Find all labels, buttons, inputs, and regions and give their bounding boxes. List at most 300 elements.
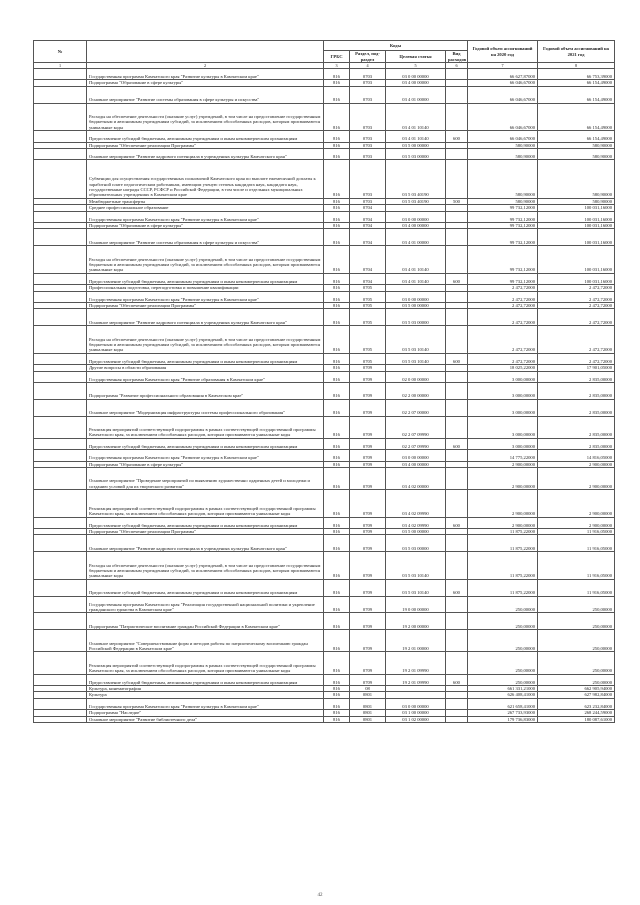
row-razdel-cell: 0705 [350,285,386,291]
row-number-cell [34,69,87,80]
header-codes: Коды [324,41,468,51]
row-razdel-cell: 0704 [350,205,386,211]
table-row [34,148,615,159]
row-target-article-cell: 03 0 00 00000 [386,698,446,709]
row-amount-2020-cell: 250,00000 [468,596,538,613]
row-amount-2020-cell: 250,00000 [468,613,538,630]
row-name-cell: Подпрограмма "Обеспечение реализации Программы" [87,302,324,308]
row-grbs-cell: 816 [324,353,350,364]
row-grbs-cell: 816 [324,461,350,467]
row-name-cell: Подпрограмма "Обеспечение реализации Программы" [87,529,324,535]
row-target-article-cell: 03 4 02 09990 [386,490,446,518]
row-number-cell [34,535,87,552]
row-grbs-cell: 816 [324,86,350,103]
row-name-cell: Основное мероприятие "Развитие системы образования в сфере культуры и искусства" [87,229,324,246]
row-amount-2021-cell: 66 753,39000 [538,69,615,80]
row-amount-2020-cell: 99 732,12000 [468,211,538,222]
table-row [34,596,615,613]
row-amount-2020-cell: 99 732,12000 [468,229,538,246]
row-target-article-cell: 03 4 02 00000 [386,467,446,489]
row-grbs-cell: 816 [324,382,350,399]
row-amount-2021-cell: 580,90000 [538,160,615,198]
row-razdel-cell: 0703 [350,103,386,131]
row-name-cell: Основное мероприятие "Развитие библиотечного дела" [87,716,324,722]
row-grbs-cell: 816 [324,148,350,159]
row-grbs-cell: 816 [324,326,350,354]
row-amount-2021-cell: 100 031,16000 [538,273,615,284]
row-target-article-cell: 03 4 01 00000 [386,229,446,246]
row-amount-2020-cell: 66 046,67000 [468,103,538,131]
table-row [34,416,615,438]
row-target-article-cell: 03 0 00 00000 [386,69,446,80]
row-amount-2021-cell: 268 244,59000 [538,710,615,716]
row-number-cell [34,291,87,302]
row-grbs-cell: 816 [324,529,350,535]
row-amount-2021-cell: 66 154,49000 [538,103,615,131]
row-number-cell [34,630,87,652]
row-amount-2020-cell: 580,90000 [468,160,538,198]
row-number-cell [34,716,87,722]
row-amount-2021-cell: 17 901,05000 [538,365,615,371]
row-number-cell [34,131,87,142]
row-target-article-cell: 03 4 01 10140 [386,273,446,284]
row-grbs-cell: 816 [324,710,350,716]
row-number-cell [34,371,87,382]
row-razdel-cell: 0801 [350,710,386,716]
row-expense-type-cell [446,211,468,222]
header-vol-2020: Годовой объем ассигнований на 2020 год [468,41,538,63]
row-expense-type-cell [446,613,468,630]
row-amount-2020-cell: 626 408,41000 [468,692,538,698]
row-expense-type-cell: 600 [446,353,468,364]
row-name-cell: Предоставление субсидий бюджетным, автономным учреждениям и иным некоммерческим организациям [87,579,324,596]
row-name-cell: Культура [87,692,324,698]
row-amount-2021-cell: 180 087,61000 [538,716,615,722]
row-expense-type-cell [446,652,468,674]
row-amount-2020-cell: 66 046,67000 [468,86,538,103]
row-target-article-cell: 03 4 01 10140 [386,131,446,142]
row-name-cell: Предоставление субсидий бюджетным, автономным учреждениям и иным некоммерческим организациям [87,674,324,685]
row-amount-2021-cell: 250,00000 [538,674,615,685]
row-grbs-cell: 816 [324,450,350,461]
table-row [34,613,615,630]
row-amount-2020-cell: 250,00000 [468,630,538,652]
row-name-cell: Реализация мероприятий соответствующей подпрограммы в рамках соответствующей государственной программы Камчатского края, за исключением обособленных расходов, которым присваиваются уникальные коды [87,416,324,438]
row-expense-type-cell [446,229,468,246]
row-number-cell [34,160,87,198]
row-amount-2021-cell: 2 900,00000 [538,517,615,528]
row-expense-type-cell: 500 [446,198,468,204]
row-amount-2021-cell: 66 154,49000 [538,86,615,103]
row-razdel-cell: 0801 [350,716,386,722]
row-amount-2020-cell: 3 000,00000 [468,399,538,416]
table-row [34,399,615,416]
row-amount-2020-cell: 99 732,12000 [468,246,538,274]
row-target-article-cell: 02 0 00 00000 [386,371,446,382]
row-amount-2021-cell: 66 154,49000 [538,131,615,142]
row-target-article-cell: 03 0 00 00000 [386,450,446,461]
row-target-article-cell: 19 2 00 00000 [386,613,446,630]
row-target-article-cell: 19 0 00 00000 [386,596,446,613]
row-razdel-cell: 0705 [350,326,386,354]
row-razdel-cell: 0709 [350,613,386,630]
row-amount-2021-cell: 100 031,16000 [538,222,615,228]
row-amount-2020-cell: 250,00000 [468,652,538,674]
row-expense-type-cell [446,698,468,709]
row-expense-type-cell [446,630,468,652]
row-razdel-cell: 0709 [350,382,386,399]
row-amount-2021-cell: 2 835,00000 [538,416,615,438]
row-grbs-cell: 816 [324,716,350,722]
row-razdel-cell: 0709 [350,371,386,382]
row-grbs-cell: 816 [324,399,350,416]
row-expense-type-cell [446,552,468,580]
row-expense-type-cell [446,371,468,382]
row-amount-2020-cell: 621 658,41000 [468,698,538,709]
row-expense-type-cell [446,450,468,461]
row-amount-2020-cell: 99 732,12000 [468,205,538,211]
table-row [34,326,615,354]
row-number-cell [34,326,87,354]
row-amount-2020-cell: 2 900,00000 [468,467,538,489]
row-name-cell: Государственная программа Камчатского края "Развитие культуры в Камчатском крае" [87,211,324,222]
row-amount-2021-cell: 580,90000 [538,142,615,148]
table-row [34,579,615,596]
row-grbs-cell: 816 [324,630,350,652]
row-name-cell: Подпрограмма "Образование в сфере культуры" [87,461,324,467]
row-razdel-cell: 0709 [350,399,386,416]
row-number-cell [34,273,87,284]
row-amount-2020-cell: 580,90000 [468,148,538,159]
row-target-article-cell: 03 5 03 40190 [386,160,446,198]
row-grbs-cell: 816 [324,613,350,630]
row-number-cell [34,211,87,222]
row-number-cell [34,399,87,416]
row-name-cell: Государственная программа Камчатского края "Развитие образования в Камчатском крае" [87,371,324,382]
row-target-article-cell: 03 4 00 00000 [386,80,446,86]
row-amount-2021-cell: 2 900,00000 [538,461,615,467]
row-razdel-cell: 0709 [350,652,386,674]
row-grbs-cell: 816 [324,535,350,552]
row-amount-2021-cell: 2 472,72000 [538,302,615,308]
row-target-article-cell: 03 4 02 09990 [386,517,446,528]
row-amount-2020-cell: 3 000,00000 [468,382,538,399]
row-amount-2020-cell: 2 472,72000 [468,309,538,326]
row-target-article-cell: 02 2 07 09990 [386,438,446,449]
row-amount-2021-cell: 11 916,05000 [538,529,615,535]
row-amount-2021-cell: 250,00000 [538,613,615,630]
column-index-cell: 4 [350,63,386,69]
row-number-cell [34,490,87,518]
row-name-cell: Среднее профессиональное образование [87,205,324,211]
row-expense-type-cell [446,148,468,159]
header-vr: Вид расходов [446,51,468,63]
row-razdel-cell: 0801 [350,698,386,709]
row-target-article-cell: 03 5 03 10140 [386,326,446,354]
row-razdel-cell: 0709 [350,467,386,489]
row-grbs-cell: 816 [324,246,350,274]
table-row [34,160,615,198]
row-expense-type-cell [446,382,468,399]
column-index-cell: 6 [446,63,468,69]
row-target-article-cell: 03 5 03 40190 [386,198,446,204]
row-amount-2020-cell: 2 472,72000 [468,285,538,291]
table-row [34,450,615,461]
table-row [34,552,615,580]
table-row [34,131,615,142]
row-amount-2021-cell: 662 905,94000 [538,686,615,692]
row-razdel-cell: 0705 [350,291,386,302]
table-row [34,716,615,722]
row-amount-2021-cell: 2 472,72000 [538,309,615,326]
row-grbs-cell: 816 [324,596,350,613]
row-name-cell: Предоставление субсидий бюджетным, автономным учреждениям и иным некоммерческим организациям [87,131,324,142]
table-row [34,246,615,274]
row-name-cell: Реализация мероприятий соответствующей подпрограммы в рамках соответствующей государственной программы Камчатского края, за исключением обособленных расходов, которым присваиваются уникальные коды [87,652,324,674]
row-amount-2020-cell: 2 900,00000 [468,461,538,467]
row-number-cell [34,246,87,274]
row-target-article-cell: 03 0 00 00000 [386,291,446,302]
row-grbs-cell: 816 [324,692,350,698]
row-amount-2020-cell: 2 900,00000 [468,517,538,528]
row-number-cell [34,309,87,326]
row-target-article-cell: 03 0 00 00000 [386,211,446,222]
row-amount-2020-cell: 661 331,21000 [468,686,538,692]
row-amount-2020-cell: 11 875,22000 [468,579,538,596]
row-name-cell: Подпрограмма "Образование в сфере культуры" [87,222,324,228]
row-name-cell: Подпрограмма "Развитие профессионального образования в Камчатском крае" [87,382,324,399]
table-row [34,467,615,489]
row-razdel-cell: 0709 [350,416,386,438]
row-name-cell: Основное мероприятие "Проведение мероприятий по выявлению художественно одаренных детей и молодежи и созданию условий для их творческого развития" [87,467,324,489]
row-name-cell: Расходы на обеспечение деятельности (оказание услуг) учреждений, в том числе на предоставление государственным бюджетным и автономным учреждениям субсидий, за исключением обособленных расходов, которым присваиваются уникальные коды [87,552,324,580]
row-amount-2021-cell: 2 900,00000 [538,490,615,518]
row-amount-2020-cell: 99 732,12000 [468,222,538,228]
column-index-cell: 1 [34,63,87,69]
row-target-article-cell: 03 4 01 00000 [386,86,446,103]
row-target-article-cell: 03 5 03 10140 [386,353,446,364]
table-row [34,353,615,364]
row-razdel-cell: 0705 [350,302,386,308]
column-index-cell: 7 [468,63,538,69]
row-expense-type-cell: 600 [446,438,468,449]
row-amount-2021-cell: 100 031,16000 [538,229,615,246]
header-cs: Целевая статья [386,51,446,63]
row-name-cell: Расходы на обеспечение деятельности (оказание услуг) учреждений, в том числе на предоставление государственным бюджетным и автономным учреждениям субсидий, за исключением обособленных расходов, которым присваиваются уникальные коды [87,103,324,131]
row-expense-type-cell [446,716,468,722]
row-name-cell: Государственная программа Камчатского края "Развитие культуры в Камчатском крае" [87,69,324,80]
row-amount-2021-cell: 100 031,16000 [538,246,615,274]
row-amount-2020-cell: 580,90000 [468,142,538,148]
row-target-article-cell: 19 2 01 09990 [386,674,446,685]
row-grbs-cell: 816 [324,205,350,211]
row-target-article-cell: 03 4 01 10140 [386,246,446,274]
row-name-cell: Подпрограмма "Наследие" [87,710,324,716]
row-razdel-cell: 0703 [350,69,386,80]
row-number-cell [34,86,87,103]
row-amount-2021-cell: 14 816,05000 [538,450,615,461]
table-body [34,69,615,723]
row-expense-type-cell [446,490,468,518]
header-no: № [34,41,87,63]
row-name-cell: Основное мероприятие "Развитие кадрового потенциала в учреждениях культуры Камчатского края" [87,535,324,552]
row-target-article-cell: 02 2 07 09990 [386,416,446,438]
row-razdel-cell: 0709 [350,438,386,449]
row-target-article-cell: 03 5 03 00000 [386,309,446,326]
row-expense-type-cell [446,535,468,552]
table-row [34,490,615,518]
table-header [34,41,615,69]
row-target-article-cell: 19 2 01 09990 [386,652,446,674]
row-grbs-cell: 816 [324,291,350,302]
row-expense-type-cell [446,103,468,131]
row-grbs-cell: 816 [324,302,350,308]
table-row [34,382,615,399]
row-grbs-cell: 816 [324,229,350,246]
row-grbs-cell: 816 [324,698,350,709]
table-row [34,229,615,246]
row-name-cell: Государственная программа Камчатского края "Развитие культуры в Камчатском крае" [87,291,324,302]
table-row [34,86,615,103]
row-amount-2021-cell: 11 916,05000 [538,552,615,580]
row-grbs-cell: 816 [324,309,350,326]
row-number-cell [34,517,87,528]
row-grbs-cell: 816 [324,211,350,222]
row-grbs-cell: 816 [324,142,350,148]
row-name-cell: Государственная программа Камчатского края "Развитие культуры в Камчатском крае" [87,698,324,709]
row-grbs-cell: 816 [324,686,350,692]
row-grbs-cell: 816 [324,160,350,198]
row-amount-2021-cell: 627 982,84000 [538,692,615,698]
row-amount-2020-cell: 18 025,22000 [468,365,538,371]
row-grbs-cell: 816 [324,438,350,449]
row-amount-2021-cell: 2 900,00000 [538,467,615,489]
row-razdel-cell: 0709 [350,535,386,552]
row-amount-2021-cell: 2 835,00000 [538,438,615,449]
row-name-cell: Основное мероприятие "Модернизация инфраструктуры системы профессионального образования" [87,399,324,416]
row-number-cell [34,450,87,461]
row-amount-2021-cell: 580,90000 [538,148,615,159]
row-target-article-cell: 02 2 00 00000 [386,382,446,399]
row-razdel-cell: 0704 [350,273,386,284]
row-razdel-cell: 0709 [350,450,386,461]
row-amount-2021-cell: 66 154,49000 [538,80,615,86]
row-grbs-cell: 816 [324,552,350,580]
row-amount-2021-cell: 2 835,00000 [538,382,615,399]
row-target-article-cell: 02 2 07 00000 [386,399,446,416]
row-name-cell: Подпрограмма "Образование в сфере культуры" [87,80,324,86]
row-amount-2020-cell: 2 472,72000 [468,326,538,354]
row-name-cell: Подпрограмма "Патриотическое воспитание граждан Российской Федерации в Камчатском крае" [87,613,324,630]
row-grbs-cell: 816 [324,652,350,674]
row-target-article-cell: 03 5 00 00000 [386,142,446,148]
row-amount-2020-cell: 3 000,00000 [468,416,538,438]
row-target-article-cell: 03 5 00 00000 [386,529,446,535]
table-row [34,674,615,685]
row-expense-type-cell [446,416,468,438]
header-razdel: Раздел, под-раздел [350,51,386,63]
row-number-cell [34,438,87,449]
table-row [34,630,615,652]
row-razdel-cell: 0704 [350,222,386,228]
row-amount-2021-cell: 623 232,84000 [538,698,615,709]
table-row [34,211,615,222]
row-expense-type-cell [446,291,468,302]
row-amount-2021-cell: 2 472,72000 [538,291,615,302]
row-number-cell [34,229,87,246]
row-name-cell: Подпрограмма "Обеспечение реализации Программы" [87,142,324,148]
row-expense-type-cell [446,596,468,613]
row-amount-2020-cell: 2 472,72000 [468,291,538,302]
row-amount-2021-cell: 11 916,05000 [538,579,615,596]
row-amount-2020-cell: 14 775,22000 [468,450,538,461]
row-razdel-cell: 0709 [350,529,386,535]
table-row [34,309,615,326]
row-target-article-cell: 03 5 00 00000 [386,302,446,308]
header-name [87,41,324,63]
row-name-cell: Предоставление субсидий бюджетным, автономным учреждениям и иным некоммерческим организациям [87,438,324,449]
row-amount-2021-cell: 250,00000 [538,596,615,613]
row-number-cell [34,674,87,685]
row-amount-2021-cell: 100 031,16000 [538,211,615,222]
row-grbs-cell: 816 [324,371,350,382]
row-razdel-cell: 0705 [350,353,386,364]
row-expense-type-cell: 600 [446,674,468,685]
row-razdel-cell: 0709 [350,461,386,467]
row-grbs-cell: 816 [324,103,350,131]
row-name-cell: Другие вопросы в области образования [87,365,324,371]
row-amount-2020-cell: 11 875,22000 [468,529,538,535]
row-grbs-cell: 816 [324,198,350,204]
row-name-cell: Основное мероприятие "Развитие системы образования в сфере культуры и искусства" [87,86,324,103]
row-amount-2020-cell: 3 000,00000 [468,371,538,382]
row-name-cell: Расходы на обеспечение деятельности (оказание услуг) учреждений, в том числе на предоставление государственным бюджетным и автономным учреждениям субсидий, за исключением обособленных расходов, которым присваиваются уникальные коды [87,246,324,274]
row-name-cell: Расходы на обеспечение деятельности (оказание услуг) учреждений, в том числе на предоставление государственным бюджетным и автономным учреждениям субсидий, за исключением обособленных расходов, которым присваиваются уникальные коды [87,326,324,354]
row-target-article-cell: 03 5 03 10140 [386,579,446,596]
row-number-cell [34,467,87,489]
row-amount-2020-cell: 2 900,00000 [468,490,538,518]
row-expense-type-cell: 600 [446,579,468,596]
row-amount-2020-cell: 580,90000 [468,198,538,204]
table-row [34,103,615,131]
row-amount-2020-cell: 66 627,87000 [468,69,538,80]
row-target-article-cell: 03 4 00 00000 [386,461,446,467]
row-razdel-cell: 0709 [350,517,386,528]
row-grbs-cell: 816 [324,579,350,596]
row-number-cell [34,103,87,131]
row-target-article-cell: 03 5 03 00000 [386,148,446,159]
table-row [34,652,615,674]
row-grbs-cell: 816 [324,80,350,86]
row-expense-type-cell: 600 [446,273,468,284]
row-name-cell: Предоставление субсидий бюджетным, автономным учреждениям и иным некоммерческим организациям [87,273,324,284]
row-amount-2020-cell: 3 000,00000 [468,438,538,449]
row-grbs-cell: 816 [324,365,350,371]
row-number-cell [34,652,87,674]
row-expense-type-cell [446,160,468,198]
row-razdel-cell: 0801 [350,692,386,698]
row-target-article-cell: 03 5 03 00000 [386,535,446,552]
row-number-cell [34,596,87,613]
row-razdel-cell: 0709 [350,365,386,371]
row-number-cell [34,353,87,364]
row-number-cell [34,552,87,580]
row-amount-2020-cell: 66 046,67000 [468,80,538,86]
row-expense-type-cell [446,86,468,103]
column-index-cell: 8 [538,63,615,69]
row-name-cell: Основное мероприятие "Развитие кадрового потенциала в учреждениях культуры Камчатского края" [87,309,324,326]
row-razdel-cell: 0709 [350,552,386,580]
